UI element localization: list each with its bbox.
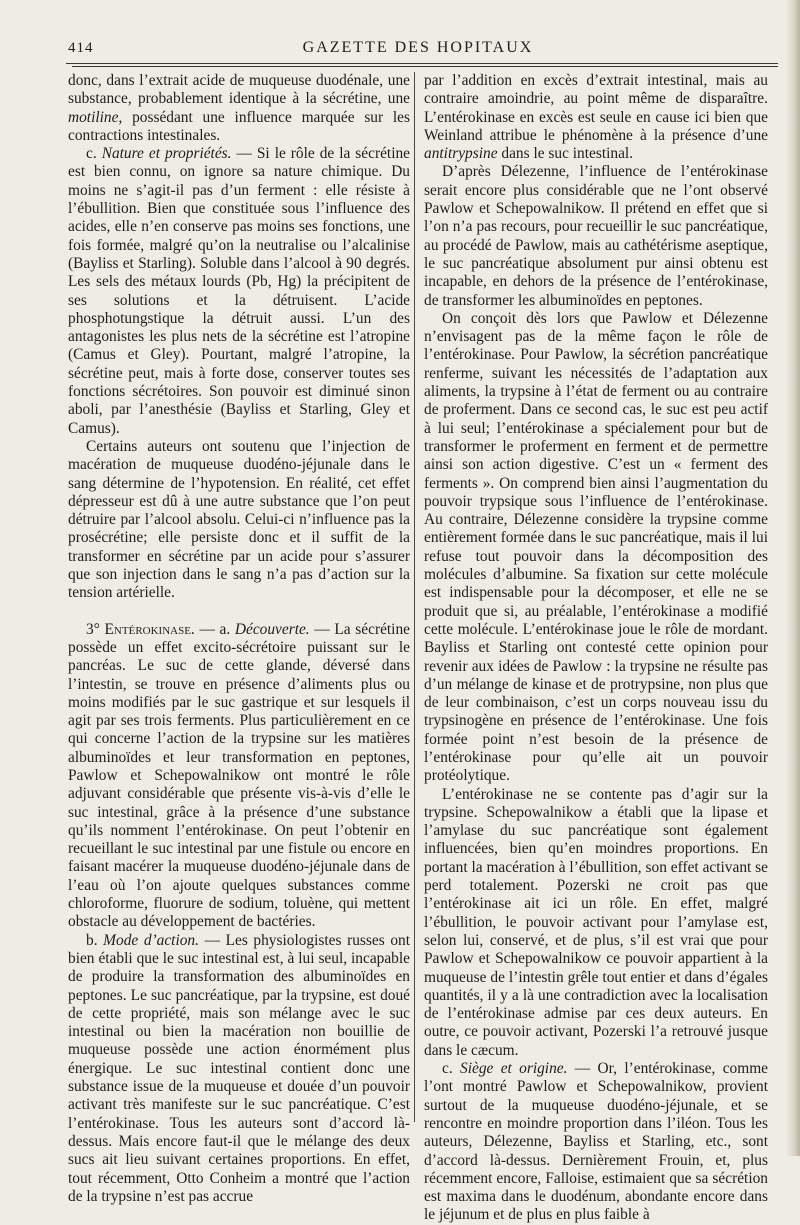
paragraph: par l’addition en excès d’extrait intestinal, mais au contraire amoindrie, au point même de disparaître. L’entérokinase en excès est seule en cause ici bien que Weinland attribue le phénomène à la présence d’une antitrypsine dans le suc intestinal. xyxy=(424,72,768,163)
left-column xyxy=(68,72,410,1206)
page-header xyxy=(68,36,768,60)
paragraph: On conçoit dès lors que Pawlow et Délezenne n’envisagent pas de la même façon le rôle de l’entérokinase. Pour Pawlow, la sécrétion pancréatique renferme, suivant les nécessités de l’adaptation aux aliments, la trypsine à l’état de ferment ou au contraire de proferment. Dans ce second cas, le suc est peu actif à lui seul; l’entérokinase a spécialement pour but de transformer le proferment en ferment et de permettre ainsi son action digestive. C’est un « ferment des ferments ». On comprend bien ainsi l’augmentation du pouvoir trypsique sous l’influence de l’entérokinase. Au contraire, Délezenne considère la trypsine comme entièrement formée dans le suc pancréatique, mais il lui refuse tout pouvoir dans la décomposition des molécules d’albumine. Sa fixation sur cette molécule est indispensable pour la décomposer, et elle ne se produit que si, au préalable, l’entérokinase a modifié cette molécule. L’entérokinase joue le rôle de mordant. Bayliss et Starling ont contesté cette opinion pour revenir aux idées de Pawlow : la trypsine ne résulte pas d’un mélange de kinase et de protrypsine, non plus que de leur combinaison, c’est un corps nouveau issu du trypsinogène en présence de l’entérokinase. Une fois formée point n’est besoin de la présence de l’entérokinase pour qu’elle ait un pouvoir protéolytique. xyxy=(424,309,768,785)
right-column xyxy=(424,72,768,1225)
page-edge-shadow xyxy=(786,0,800,1156)
header-rule xyxy=(66,63,778,64)
paragraph: donc, dans l’extrait acide de muqueuse duodénale, une substance, probablement identique à la sécrétine, une motiline, possédant une influence marquée sur les contractions intestinales. xyxy=(68,72,410,144)
paragraph-siege-origine: c. Siège et origine. — Or, l’entérokinase, comme l’ont montré Pawlow et Schepowalnikow, provient surtout de la muqueuse duodéno-jéjunale, et se rencontre en moindre proportion dans l’iléon. Tous les auteurs, Délezenne, Bayliss et Starling, etc., sont d’accord là-dessus. Dernièrement Frouin, et, plus récemment encore, Falloise, estimaient que sa sécrétion est maxima dans le duodénum, abondante encore dans le jéjunum et de plus en plus faible à xyxy=(424,1060,768,1224)
paragraph-mode-action: b. Mode d’action. — Les physiologistes russes ont bien établi que le suc intestinal est, à lui seul, incapable de produire la transformation des albuminoïdes en peptones. Le suc pancréatique, par la trypsine, est doué de cette propriété, mais son mélange avec le suc intestinal ou bien la macération non bouillie de muqueuse possède une action énormément plus énergique. Le suc intestinal contient donc une substance issue de la muqueuse et douée d’un pouvoir activant très manifeste sur le suc pancréatique. C’est l’entérokinase. Tous les auteurs sont d’accord là-dessus. Mais encore faut-il que le mélange des deux sucs ait lieu suivant certaines proportions. En effet, tout récemment, Otto Conheim a montré que l’action de la trypsine n’est pas accrue xyxy=(68,931,410,1205)
section-heading: Mode d’action. xyxy=(103,931,199,949)
paragraph: D’après Délezenne, l’influence de l’entérokinase serait encore plus considérable que ne l’ont observé Pawlow et Schepowalnikow. Il prétend en effet que si l’on n’a pas recours, pour recueillir le suc pancréatique, au procédé de Pawlow, mais au cathétérisme aseptique, le suc pancréatique absolument pur ainsi obtenu est incapable, en dehors de la présence de l’entérokinase, de transformer les albuminoïdes en peptones. xyxy=(424,163,768,309)
page-number: 414 xyxy=(68,40,94,56)
paragraph: L’entérokinase ne se contente pas d’agir sur la trypsine. Schepowalnikow a établi que la lipase et l’amylase du suc pancréatique sont également influencées, bien qu’en moindres proportions. En portant la macération à l’ébullition, son effet activant se perd totalement. Pozerski ne croit pas que l’entérokinase ait ici un rôle. En effet, malgré l’ébullition, le pouvoir activant pour l’amylase est, selon lui, conservé, et de plus, s’il est vrai que pour Pawlow et Schepowalnikow ce pouvoir appartient à la muqueuse de l’intestin grêle tout entier et dans d’égales quantités, il y a là une contradiction avec la localisation de l’entérokinase admise par ces deux auteurs. En outre, ce pouvoir activant, Pozerski l’a retrouvé jusque dans le cæcum. xyxy=(424,785,768,1059)
section-heading: Siège et origine. xyxy=(460,1060,568,1078)
paragraph: Certains auteurs ont soutenu que l’injection de macération de muqueuse duodéno-jéjunale dans le sang détermine de l’hypotension. En réalité, cet effet dépresseur est dû à une autre substance que l’on peut détruire par l’alcool absolu. Celui-ci n’influence pas la prosécrétine; elle persiste donc et il suffit de la transformer en sécrétine par un acide pour s’assurer que son injection dans le sang n’a pas d’action sur la tension artérielle. xyxy=(68,437,410,602)
running-title: GAZETTE DES HOPITAUX xyxy=(302,39,534,56)
column-divider xyxy=(414,72,415,1122)
header-rule-double xyxy=(72,66,778,67)
section-heading: Nature et propriétés. xyxy=(101,145,232,163)
paragraph-nature: c. Nature et propriétés. — Si le rôle de la sécrétine est bien connu, on ignore sa nature chimique. Du moins ne s’agit-il pas d’un ferment : elle résiste à l’ébullition. Bien que constituée sous l’influence des acides, elle n’en conserve pas moins ses fonctions, une fois formée, malgré qu’on la neutralise ou l’alcalinise (Bayliss et Starling). Soluble dans l’alcool à 90 degrés. Les sels des métaux lourds (Pb, Hg) la précipitent de ses solutions et la détruisent. L’acide phosphotungstique la détruit aussi. L’un des antagonistes les plus nets de la sécrétine est l’atropine (Camus et Gley). Pourtant, malgré l’atropine, la sécrétine peut, mais à forte dose, conserver toutes ses fonctions sécrétoires. Son pouvoir est diminué sinon aboli, par l’anesthésie (Bayliss et Starling, Gley et Camus). xyxy=(68,145,410,437)
section-heading: Découverte. xyxy=(234,620,310,638)
paragraph-enterokinase: 3° Entérokinase. — a. Découverte. — La sécrétine possède un effet excito-sécrétoire puissant sur le pancréas. Le suc de cette glande, déversé dans l’intestin, se trouve en présence d’aliments plus ou moins modifiés par le suc gastrique et sur lesquels il agit par ses trois ferments. Plus particulièrement en ce qui concerne l’action de la trypsine sur les matières albuminoïdes et leur transformation en peptones, Pawlow et Schepowalnikow ont montré le rôle adjuvant considérable que présente vis-à-vis d’elle le suc intestinal, grâce à la présence d’une substance qu’ils nomment l’entérokinase. On peut l’obtenir en recueillant le suc intestinal par une fistule ou encore en faisant macérer la muqueuse duodéno-jéjunale dans de l’eau où l’on ajoute quelques substances comme chloroforme, fluorure de sodium, toluène, qui mettent obstacle au développement de bactéries. xyxy=(68,620,410,931)
section-title: Entérokinase. xyxy=(104,620,195,638)
